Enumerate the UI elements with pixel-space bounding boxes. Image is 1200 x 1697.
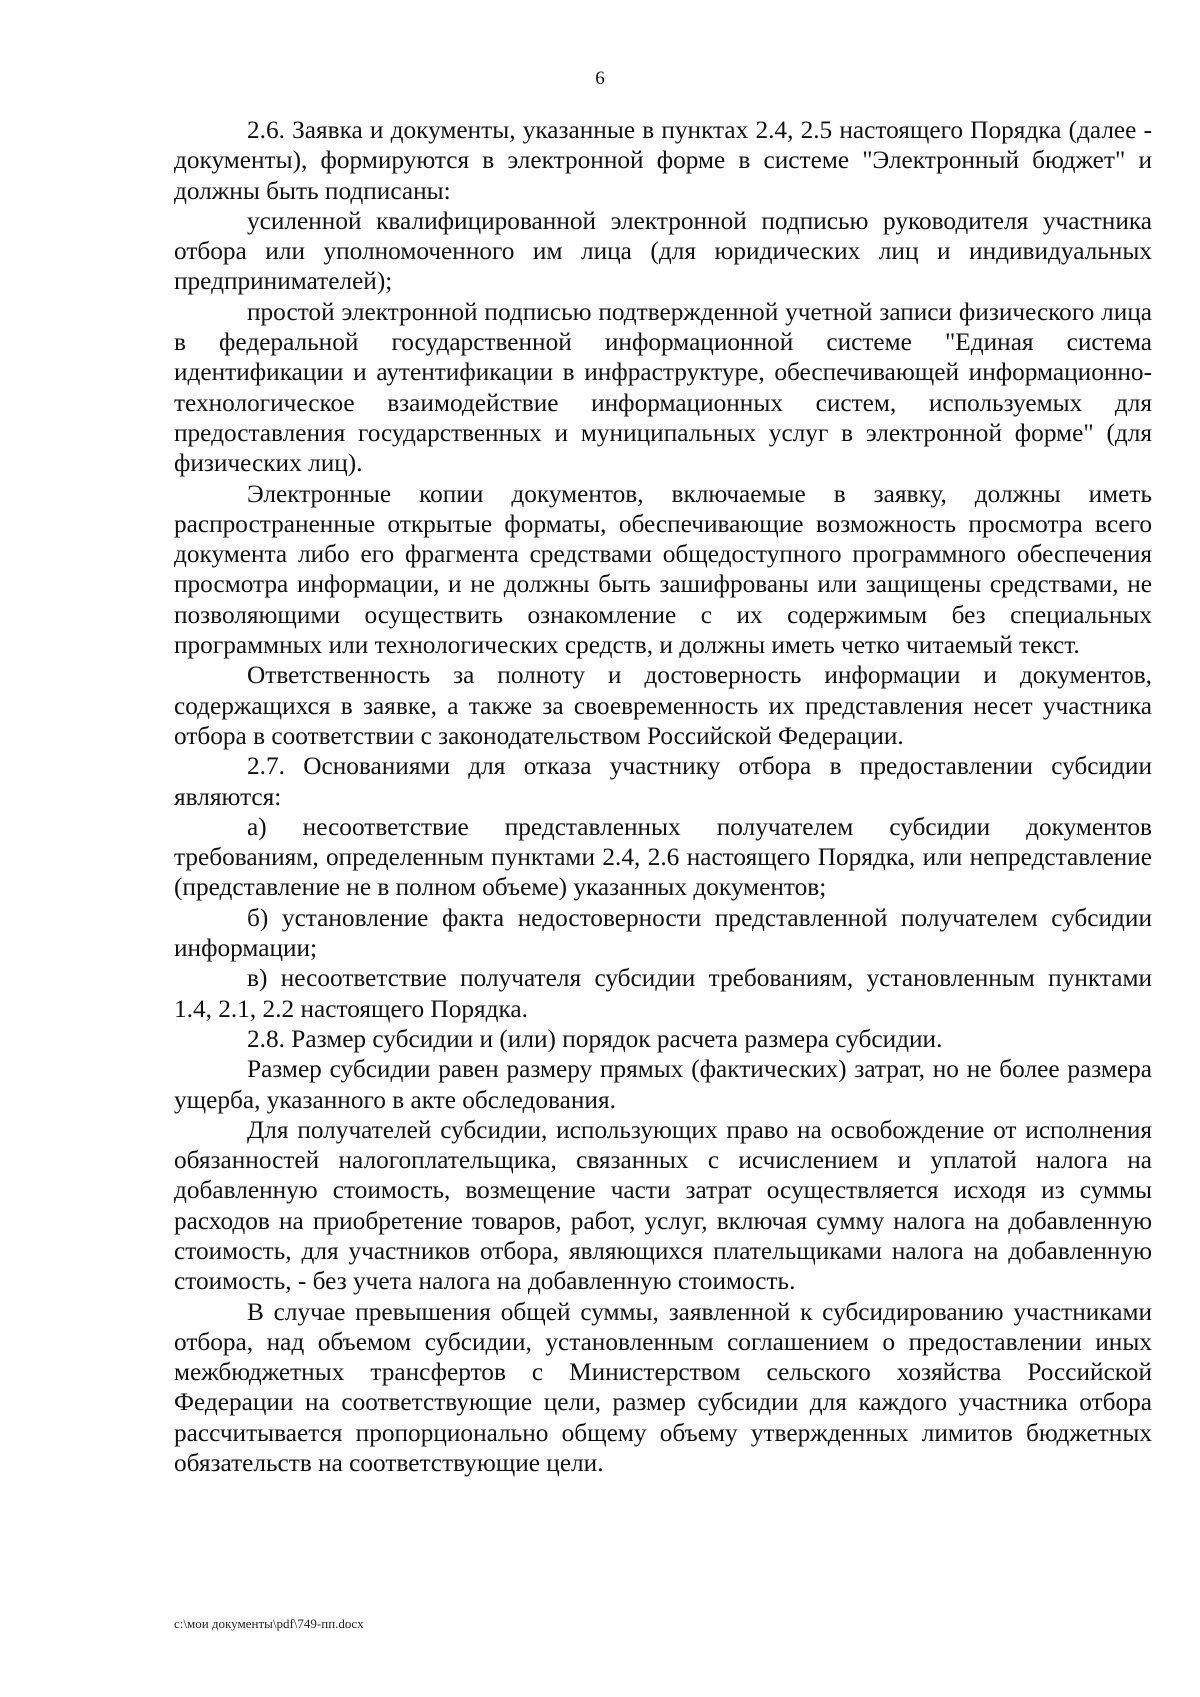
paragraph-vat: Для получателей субсидии, использующих право на освобождение от исполнения обязанностей налогоплательщика, связанных с исчислением и уплатой налога на добавленную стоимость, возмещение части затрат осуществляется исходя из суммы расходов на приобретение товаров, работ, услуг, включая сумму налога на добавленную стоимость, для участников отбора, являющихся плательщиками налога на добавленную стоимость, - без учета налога на добавленную стоимость. — [174, 1115, 1152, 1296]
paragraph-subsidy-amount: Размер субсидии равен размеру прямых (фактических) затрат, но не более размера ущерба, указанного в акте обследования. — [174, 1055, 1152, 1114]
paragraph-excess: В случае превышения общей суммы, заявленной к субсидированию участниками отбора, над объемом субсидии, установленным соглашением о предоставлении иных межбюджетных трансфертов с Министерством сельского хозяйства Российской Федерации на соответствующие цели, размер субсидии для каждого участника отбора рассчитывается пропорционально общему объему утвержденных лимитов бюджетных обязательств на соответствующие цели. — [174, 1297, 1152, 1478]
paragraph-simple-signature: простой электронной подписью подтвержденной учетной записи физического лица в федеральной государственной информационной системе "Единая система идентификации и аутентификации в инфраструктуре, обеспечивающей информационно-технологическое взаимодействие информационных систем, используемых для предоставления государственных и муниципальных услуг в электронной форме" (для физических лиц). — [174, 297, 1152, 478]
paragraph-responsibility: Ответственность за полноту и достоверность информации и документов, содержащихся в заявке, а также за своевременность их представления несет участника отбора в соответствии с законодательством Российской Федерации. — [174, 661, 1152, 750]
paragraph-2-7-b: б) установление факта недостоверности представленной получателем субсидии информации; — [174, 903, 1152, 963]
paragraph-electronic-copies: Электронные копии документов, включаемые в заявку, должны иметь распространенные открытые форматы, обеспечивающие возможность просмотра всего документа либо его фрагмента средствами общедоступного программного обеспечения просмотра информации, и не должны быть зашифрованы или защищены средствами, не позволяющими осуществить ознакомление с их содержимым без специальных программных или технологических средств, и должны иметь четко читаемый текст. — [174, 479, 1152, 660]
paragraph-enhanced-signature: усиленной квалифицированной электронной подписью руководителя участника отбора или уполномоченного им лица (для юридических лиц и индивидуальных предпринимателей); — [174, 206, 1152, 296]
document-body — [174, 115, 1152, 1478]
footer-file-path: c:\мои документы\pdf\749-пп.docx — [174, 1616, 364, 1631]
paragraph-2-7: 2.7. Основаниями для отказа участнику отбора в предоставлении субсидии являются: — [174, 752, 1152, 811]
paragraph-2-7-v: в) несоответствие получателя субсидии требованиям, установленным пунктами 1.4, 2.1, 2.2 настоящего Порядка. — [174, 964, 1152, 1023]
page-number: 6 — [595, 68, 605, 89]
paragraph-2-6: 2.6. Заявка и документы, указанные в пунктах 2.4, 2.5 настоящего Порядка (далее - документы), формируются в электронной форме в системе "Электронный бюджет" и должны быть подписаны: — [174, 116, 1152, 205]
paragraph-2-8: 2.8. Размер субсидии и (или) порядок расчета размера субсидии. — [247, 1024, 943, 1053]
paragraph-2-7-a: а) несоответствие представленных получателем субсидии документов требованиям, определенным пунктами 2.4, 2.6 настоящего Порядка, или непредставление (представление не в полном объеме) указанных документов; — [174, 812, 1152, 902]
